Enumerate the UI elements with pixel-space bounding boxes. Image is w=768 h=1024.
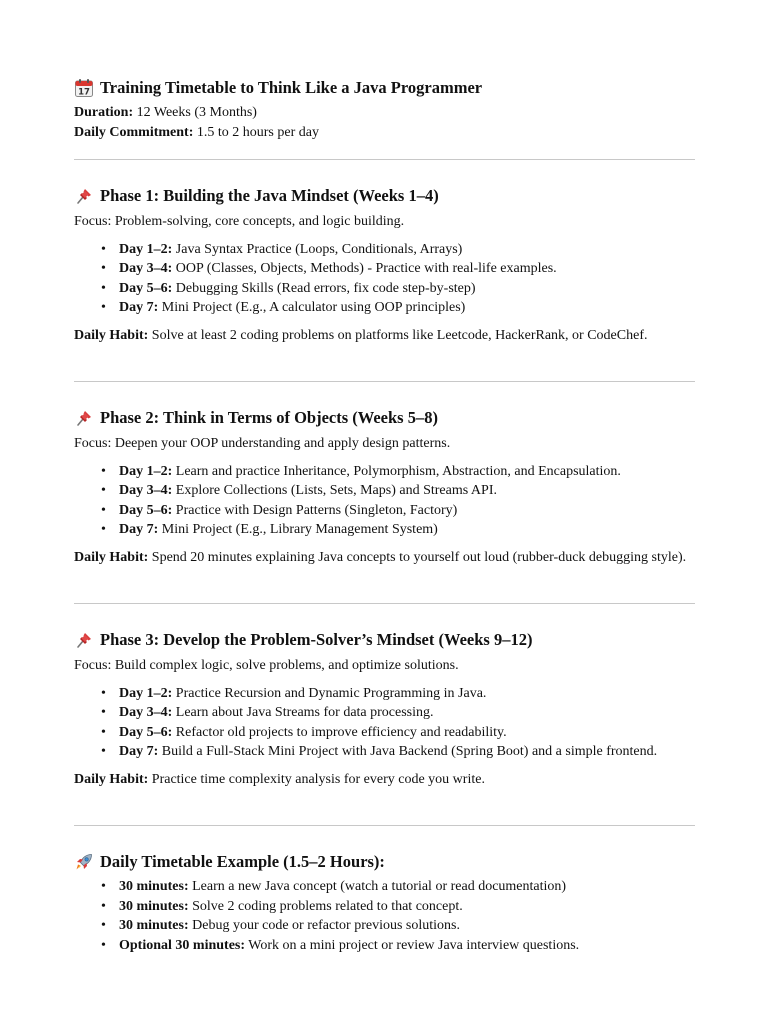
daily-title [74, 851, 696, 873]
daily-list [74, 877, 696, 955]
item-text: Mini Project (E.g., A calculator using OOP principles) [158, 300, 466, 315]
duration-line [74, 103, 696, 123]
item-label: Day 7: [119, 300, 159, 315]
daily-timetable-section [74, 851, 696, 955]
item-text: Learn and practice Inheritance, Polymorphism, Abstraction, and Encapsulation. [172, 463, 621, 479]
phase-3-habit [74, 770, 696, 790]
phase-3-list [74, 684, 696, 762]
list-item [74, 742, 696, 762]
duration-value: 12 Weeks (3 Months) [133, 105, 257, 120]
item-text: Practice Recursion and Dynamic Programming in Java. [172, 685, 487, 701]
list-item [74, 936, 696, 956]
list-item [74, 916, 696, 936]
item-label: Day 5–6: [119, 502, 173, 518]
item-text: Java Syntax Practice (Loops, Conditionals, Arrays) [172, 241, 463, 257]
section-divider [74, 381, 695, 382]
item-label: Day 5–6: [119, 280, 173, 296]
section-divider [74, 825, 695, 826]
rocket-icon [74, 852, 94, 872]
calendar-icon [74, 78, 94, 98]
phase-2-title [74, 407, 696, 429]
pushpin-icon [74, 408, 94, 428]
item-label: Optional 30 minutes: [119, 937, 246, 953]
duration-label: Duration: [74, 105, 134, 120]
list-item [74, 501, 696, 521]
item-text: Work on a mini project or review Java interview questions. [245, 937, 580, 953]
item-label: Day 1–2: [119, 463, 173, 479]
list-item [74, 240, 696, 260]
daily-title-text: Daily Timetable Example (1.5–2 Hours): [100, 852, 385, 871]
page-title-text: Training Timetable to Think Like a Java Programmer [100, 78, 483, 97]
item-text: Debugging Skills (Read errors, fix code step-by-step) [172, 280, 476, 296]
list-item [74, 259, 696, 279]
phase-1-list [74, 240, 696, 318]
item-label: Day 7: [119, 522, 159, 537]
item-label: Day 1–2: [119, 241, 173, 257]
item-text: Explore Collections (Lists, Sets, Maps) and Streams API. [172, 483, 497, 498]
phase-2-focus: Focus: Deepen your OOP understanding and apply design patterns. [74, 436, 451, 451]
pushpin-icon [74, 186, 94, 206]
list-item [74, 897, 696, 917]
item-text: Learn about Java Streams for data processing. [172, 705, 434, 720]
item-label: 30 minutes: [119, 879, 189, 894]
header-section [74, 77, 696, 142]
item-label: Day 1–2: [119, 685, 173, 701]
list-item [74, 684, 696, 704]
list-item [74, 877, 696, 897]
svg-text:17: 17 [78, 87, 90, 98]
commitment-label: Daily Commitment: [74, 124, 194, 140]
item-label: 30 minutes: [119, 898, 189, 914]
section-divider [74, 159, 695, 160]
list-item [74, 703, 696, 723]
commitment-line [74, 123, 696, 143]
phase-2-title-text: Phase 2: Think in Terms of Objects (Weeks 5–8) [100, 408, 438, 427]
list-item [74, 298, 696, 318]
pushpin-icon [74, 630, 94, 650]
phase-1-title [74, 185, 696, 207]
habit-text: Practice time complexity analysis for every code you write. [148, 771, 485, 787]
phase-1-habit [74, 326, 696, 346]
page-title [74, 77, 696, 99]
item-label: Day 3–4: [119, 261, 173, 276]
habit-label: Daily Habit: [74, 327, 149, 343]
phase-1-title-text: Phase 1: Building the Java Mindset (Weeks 1–4) [100, 186, 439, 205]
item-label: Day 3–4: [119, 483, 173, 498]
habit-text: Spend 20 minutes explaining Java concepts to yourself out loud (rubber-duck debugging style). [148, 549, 687, 565]
item-text: Debug your code or refactor previous solutions. [188, 918, 460, 933]
phase-3-focus: Focus: Build complex logic, solve problems, and optimize solutions. [74, 658, 459, 673]
phase-3-section [74, 629, 696, 789]
item-label: Day 3–4: [119, 705, 173, 720]
phase-3-title [74, 629, 696, 651]
phase-3-title-text: Phase 3: Develop the Problem-Solver’s Mindset (Weeks 9–12) [100, 630, 533, 649]
item-text: Refactor old projects to improve efficiency and readability. [172, 724, 507, 740]
item-text: Learn a new Java concept (watch a tutorial or read documentation) [188, 879, 567, 894]
habit-label: Daily Habit: [74, 771, 149, 787]
list-item [74, 723, 696, 743]
list-item [74, 481, 696, 501]
item-label: Day 5–6: [119, 724, 173, 740]
habit-text: Solve at least 2 coding problems on platforms like Leetcode, HackerRank, or CodeChef. [148, 327, 648, 343]
item-text: Mini Project (E.g., Library Management System) [158, 522, 438, 537]
item-text: Practice with Design Patterns (Singleton, Factory) [172, 502, 458, 518]
list-item [74, 462, 696, 482]
phase-1-section [74, 185, 696, 345]
section-divider [74, 603, 695, 604]
item-text: Build a Full-Stack Mini Project with Java Backend (Spring Boot) and a simple frontend. [158, 744, 658, 759]
item-text: OOP (Classes, Objects, Methods) - Practice with real-life examples. [172, 261, 557, 276]
phase-2-section [74, 407, 696, 567]
item-text: Solve 2 coding problems related to that concept. [188, 898, 463, 914]
item-label: Day 7: [119, 744, 159, 759]
list-item [74, 520, 696, 540]
phase-2-list [74, 462, 696, 540]
phase-2-habit [74, 548, 696, 568]
phase-1-focus: Focus: Problem-solving, core concepts, and logic building. [74, 214, 405, 229]
habit-label: Daily Habit: [74, 549, 149, 565]
item-label: 30 minutes: [119, 918, 189, 933]
commitment-value: 1.5 to 2 hours per day [193, 124, 319, 140]
list-item [74, 279, 696, 299]
